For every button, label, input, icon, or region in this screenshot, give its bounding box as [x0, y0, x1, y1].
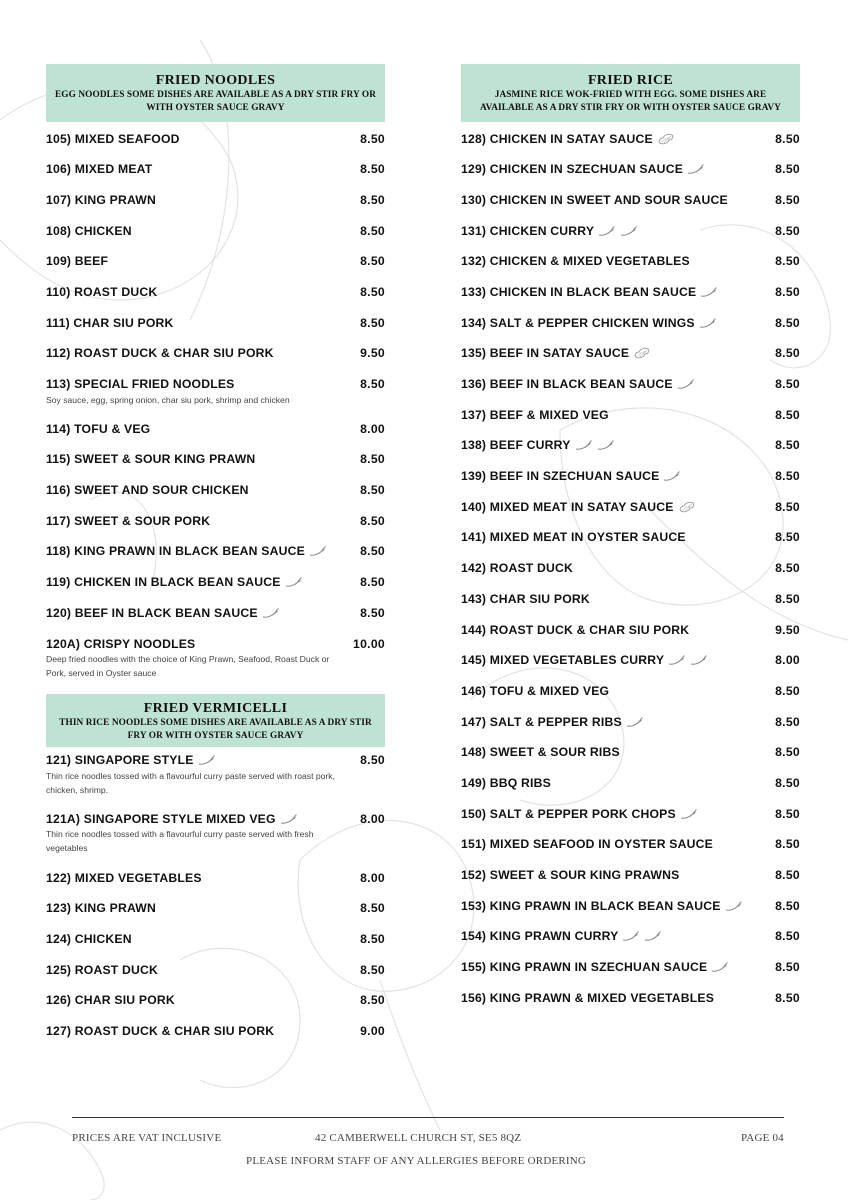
- menu-item: [461, 376, 800, 393]
- item-price: 8.50: [775, 683, 800, 698]
- section-subtitle: EGG NOODLES SOME DISHES ARE AVAILABLE AS A DRY STIR FRY OR WITH OYSTER SAUCE GRAVY: [54, 90, 377, 113]
- menu-section: [461, 64, 800, 1006]
- item-price: 8.50: [360, 605, 385, 620]
- item-name: 130) CHICKEN IN SWEET AND SOUR SAUCE: [461, 192, 728, 207]
- item-price: 8.50: [775, 315, 800, 330]
- item-name: 121) SINGAPORE STYLE: [46, 753, 194, 768]
- item-name: 126) CHAR SIU PORK: [46, 993, 175, 1008]
- menu-item: [461, 560, 800, 577]
- item-name-wrap: [461, 254, 690, 268]
- item-name-wrap: [46, 254, 108, 268]
- item-price: 8.00: [775, 653, 800, 668]
- menu-item: [461, 191, 800, 208]
- item-price: 8.50: [360, 254, 385, 269]
- item-name: 141) MIXED MEAT IN OYSTER SAUCE: [461, 530, 686, 545]
- item-name-wrap: [461, 715, 644, 729]
- item-name: 139) BEEF IN SZECHUAN SAUCE: [461, 469, 660, 484]
- item-name-wrap: [461, 561, 573, 575]
- item-name-wrap: [461, 162, 705, 176]
- chili-icon: [598, 225, 616, 237]
- item-price: 8.50: [775, 192, 800, 207]
- chili-icon: [644, 930, 662, 942]
- menu-item: [46, 130, 385, 147]
- section-header: [46, 694, 385, 747]
- item-price: 10.00: [353, 636, 385, 651]
- item-price: 8.50: [775, 775, 800, 790]
- item-name-wrap: [46, 812, 298, 826]
- item-price: 8.50: [360, 192, 385, 207]
- item-price: 9.00: [360, 1024, 385, 1038]
- menu-item: [46, 376, 385, 407]
- vat-note: PRICES ARE VAT INCLUSIVE: [72, 1132, 222, 1144]
- item-name-wrap: [46, 1024, 274, 1038]
- item-name-wrap: [461, 316, 717, 330]
- item-name: 129) CHICKEN IN SZECHUAN SAUCE: [461, 162, 684, 177]
- item-name-wrap: [461, 408, 609, 422]
- item-price: 8.50: [775, 377, 800, 391]
- item-name-wrap: [461, 929, 662, 943]
- left-column: [46, 64, 385, 1053]
- menu-item: [46, 253, 385, 270]
- chili-icon: [700, 286, 718, 298]
- menu-item: [461, 314, 800, 331]
- item-description: Thin rice noodles tossed with a flavourful curry paste served with fresh vegetables: [46, 829, 314, 854]
- section-header: [461, 64, 800, 122]
- section-title: FRIED VERMICELLI: [143, 700, 288, 716]
- chili-icon: [620, 225, 638, 237]
- item-price: 8.50: [360, 223, 385, 238]
- item-price: 8.50: [775, 530, 800, 545]
- item-price: 8.50: [775, 960, 800, 975]
- item-name: 110) ROAST DUCK: [46, 284, 158, 299]
- item-name: 120A) CRISPY NOODLES: [46, 636, 196, 651]
- item-name: 117) SWEET & SOUR PORK: [46, 513, 211, 528]
- item-name-wrap: [46, 932, 132, 946]
- menu-item: [461, 713, 800, 730]
- item-price: 8.50: [360, 315, 385, 330]
- item-price: 8.00: [360, 421, 385, 436]
- menu-item: [461, 161, 800, 178]
- item-name-wrap: [46, 963, 158, 977]
- item-name-wrap: [46, 544, 327, 558]
- chili-icon: [622, 930, 640, 942]
- item-price: 8.50: [360, 131, 385, 146]
- item-name: 121A) SINGAPORE STYLE MIXED VEG: [46, 811, 276, 826]
- item-name: 143) CHAR SIU PORK: [461, 591, 590, 606]
- item-name-wrap: [461, 868, 679, 882]
- menu-item: [46, 543, 385, 560]
- item-name-wrap: [46, 606, 280, 620]
- menu-item: [46, 161, 385, 178]
- menu-section: [46, 694, 385, 1040]
- item-price: 9.50: [775, 622, 800, 637]
- menu-item: [461, 253, 800, 270]
- menu-item: [461, 836, 800, 853]
- item-name: 116) SWEET AND SOUR CHICKEN: [46, 483, 249, 498]
- chili-icon: [309, 545, 327, 557]
- right-column: [461, 64, 800, 1020]
- item-name: 115) SWEET & SOUR KING PRAWN: [46, 452, 256, 467]
- menu-item: [461, 682, 800, 699]
- item-name: 114) TOFU & VEG: [46, 421, 151, 436]
- menu-item: [461, 774, 800, 791]
- item-name-wrap: [46, 483, 249, 497]
- menu-item: [461, 529, 800, 546]
- item-name: 118) KING PRAWN IN BLACK BEAN SAUCE: [46, 544, 305, 559]
- menu-item: [46, 1023, 385, 1040]
- item-name: 119) CHICKEN IN BLACK BEAN SAUCE: [46, 575, 281, 590]
- item-price: 8.50: [775, 561, 800, 576]
- item-price: 8.50: [360, 753, 385, 768]
- item-name: 149) BBQ RIBS: [461, 775, 551, 790]
- item-name: 147) SALT & PEPPER RIBS: [461, 714, 622, 729]
- item-name-wrap: [46, 193, 156, 207]
- item-price: 8.50: [775, 284, 800, 299]
- menu-item: [461, 345, 800, 362]
- item-name-wrap: [46, 285, 157, 299]
- menu-item: [461, 437, 800, 454]
- item-name: 140) MIXED MEAT IN SATAY SAUCE: [461, 499, 674, 514]
- peanut-icon: [657, 133, 675, 145]
- peanut-icon: [678, 501, 696, 513]
- item-name: 153) KING PRAWN IN BLACK BEAN SAUCE: [461, 898, 721, 913]
- item-name-wrap: [46, 132, 180, 146]
- item-price: 8.50: [775, 929, 800, 944]
- item-price: 8.50: [775, 499, 800, 514]
- chili-icon: [725, 900, 743, 912]
- item-name-wrap: [46, 422, 150, 436]
- menu-section: [46, 64, 385, 680]
- item-name-wrap: [461, 960, 729, 974]
- item-name: 137) BEEF & MIXED VEG: [461, 407, 609, 422]
- item-price: 8.50: [360, 544, 385, 559]
- item-price: 8.50: [775, 806, 800, 821]
- chili-icon: [711, 961, 729, 973]
- item-price: 8.50: [775, 131, 800, 146]
- item-price: 8.50: [775, 346, 800, 361]
- item-price: 8.50: [360, 513, 385, 528]
- chili-icon: [285, 576, 303, 588]
- item-name-wrap: [461, 745, 620, 759]
- item-name: 120) BEEF IN BLACK BEAN SAUCE: [46, 605, 258, 620]
- menu-item: [461, 652, 800, 669]
- item-name-wrap: [461, 623, 689, 637]
- item-name-wrap: [461, 132, 675, 146]
- item-name-wrap: [461, 500, 696, 514]
- allergy-note: PLEASE INFORM STAFF OF ANY ALLERGIES BEFORE ORDERING: [246, 1155, 587, 1167]
- menu-item: [46, 992, 385, 1009]
- item-name-wrap: [46, 901, 156, 915]
- menu-item: [461, 468, 800, 485]
- menu-item: [46, 752, 385, 797]
- item-name: 133) CHICKEN IN BLACK BEAN SAUCE: [461, 284, 697, 299]
- item-price: 8.50: [360, 901, 385, 916]
- menu-item: [46, 961, 385, 978]
- menu-item: [461, 498, 800, 515]
- chili-icon: [626, 716, 644, 728]
- menu-item: [46, 314, 385, 331]
- item-name: 134) SALT & PEPPER CHICKEN WINGS: [461, 315, 695, 330]
- item-description: Deep fried noodles with the choice of King Prawn, Seafood, Roast Duck or Pork, served in Oyster sauce: [46, 654, 330, 678]
- item-name-wrap: [461, 530, 686, 544]
- item-name: 122) MIXED VEGETABLES: [46, 870, 202, 885]
- item-price: 8.50: [360, 162, 385, 177]
- item-name: 155) KING PRAWN IN SZECHUAN SAUCE: [461, 960, 708, 975]
- peanut-icon: [633, 347, 651, 359]
- item-name: 132) CHICKEN & MIXED VEGETABLES: [461, 254, 690, 269]
- item-name: 111) CHAR SIU PORK: [46, 315, 174, 330]
- item-name-wrap: [46, 575, 303, 589]
- item-name-wrap: [46, 316, 174, 330]
- chili-icon: [668, 654, 686, 666]
- item-name: 151) MIXED SEAFOOD IN OYSTER SAUCE: [461, 837, 713, 852]
- menu-item: [46, 900, 385, 917]
- item-name: 127) ROAST DUCK & CHAR SIU PORK: [46, 1024, 275, 1038]
- chili-icon: [680, 808, 698, 820]
- menu-item: [46, 635, 385, 680]
- item-name: 156) KING PRAWN & MIXED VEGETABLES: [461, 990, 715, 1005]
- item-name-wrap: [46, 637, 195, 651]
- item-price: 8.50: [775, 438, 800, 453]
- menu-item: [461, 805, 800, 822]
- menu-item: [461, 222, 800, 239]
- item-name-wrap: [461, 193, 728, 207]
- item-name-wrap: [461, 653, 708, 667]
- item-name-wrap: [46, 377, 235, 391]
- item-price: 8.50: [360, 962, 385, 977]
- item-name: 107) KING PRAWN: [46, 192, 156, 207]
- menu-item: [46, 191, 385, 208]
- item-price: 8.00: [360, 870, 385, 885]
- menu-item: [461, 621, 800, 638]
- item-name: 136) BEEF IN BLACK BEAN SAUCE: [461, 377, 673, 391]
- item-name-wrap: [461, 346, 651, 360]
- chili-icon: [699, 317, 717, 329]
- item-price: 8.50: [360, 377, 385, 391]
- item-name-wrap: [461, 991, 714, 1005]
- section-subtitle: JASMINE RICE WOK-FRIED WITH EGG. SOME DISHES ARE AVAILABLE AS A DRY STIR FRY OR WITH OYSTER SAUCE GRAVY: [480, 90, 781, 113]
- item-description: Thin rice noodles tossed with a flavourful curry paste served with roast pork, chicken, shrimp.: [46, 770, 335, 795]
- item-name-wrap: [461, 592, 590, 606]
- item-price: 8.50: [360, 575, 385, 590]
- menu-item: [46, 222, 385, 239]
- item-name-wrap: [46, 162, 152, 176]
- item-name: 112) ROAST DUCK & CHAR SIU PORK: [46, 346, 274, 361]
- item-name: 152) SWEET & SOUR KING PRAWNS: [461, 868, 680, 882]
- menu-item: [46, 604, 385, 621]
- item-name: 142) ROAST DUCK: [461, 561, 574, 576]
- page-number: PAGE 04: [741, 1132, 784, 1144]
- item-name: 144) ROAST DUCK & CHAR SIU PORK: [461, 622, 690, 637]
- item-name: 108) CHICKEN: [46, 223, 132, 238]
- item-name: 145) MIXED VEGETABLES CURRY: [461, 653, 665, 668]
- menu-item: [461, 928, 800, 945]
- menu-item: [46, 420, 385, 437]
- section-header: [46, 64, 385, 122]
- item-name-wrap: [46, 993, 175, 1007]
- menu-item: [46, 345, 385, 362]
- chili-icon: [280, 813, 298, 825]
- menu-item: [46, 574, 385, 591]
- item-price: 8.50: [775, 254, 800, 269]
- item-name-wrap: [461, 438, 615, 452]
- item-price: 8.50: [775, 745, 800, 760]
- chili-icon: [687, 163, 705, 175]
- item-price: 8.50: [775, 898, 800, 913]
- item-name: 109) BEEF: [46, 254, 109, 269]
- item-price: 8.50: [360, 993, 385, 1008]
- item-name: 135) BEEF IN SATAY SAUCE: [461, 346, 630, 361]
- chili-icon: [575, 439, 593, 451]
- chili-icon: [597, 439, 615, 451]
- item-name: 131) CHICKEN CURRY: [461, 223, 595, 238]
- item-name-wrap: [46, 346, 274, 360]
- item-price: 8.50: [360, 483, 385, 498]
- chili-icon: [663, 470, 681, 482]
- address: 42 CAMBERWELL CHURCH ST, SE5 8QZ: [315, 1132, 522, 1144]
- menu-item: [461, 989, 800, 1006]
- item-name: 146) TOFU & MIXED VEG: [461, 683, 610, 698]
- item-name-wrap: [46, 753, 216, 767]
- item-name-wrap: [461, 837, 713, 851]
- item-name: 123) KING PRAWN: [46, 901, 156, 916]
- item-price: 8.50: [775, 591, 800, 606]
- item-name-wrap: [461, 469, 681, 483]
- item-name: 105) MIXED SEAFOOD: [46, 131, 180, 146]
- item-name-wrap: [461, 807, 698, 821]
- item-price: 8.50: [775, 469, 800, 484]
- menu-item: [46, 451, 385, 468]
- section-title: FRIED NOODLES: [155, 73, 276, 88]
- item-name: 128) CHICKEN IN SATAY SAUCE: [461, 131, 653, 146]
- section-title: FRIED RICE: [587, 73, 674, 88]
- item-name-wrap: [46, 514, 210, 528]
- item-name: 154) KING PRAWN CURRY: [461, 929, 619, 944]
- footer-divider: [72, 1117, 784, 1118]
- item-name-wrap: [461, 224, 638, 238]
- chili-icon: [198, 754, 216, 766]
- item-price: 8.50: [775, 714, 800, 729]
- item-price: 8.50: [360, 931, 385, 946]
- item-price: 8.50: [775, 990, 800, 1005]
- chili-icon: [262, 607, 280, 619]
- item-name: 138) BEEF CURRY: [461, 438, 571, 453]
- item-name-wrap: [46, 224, 132, 238]
- item-name: 106) MIXED MEAT: [46, 162, 153, 177]
- item-name-wrap: [46, 871, 202, 885]
- menu-item: [46, 283, 385, 300]
- item-name-wrap: [461, 776, 551, 790]
- item-price: 8.50: [775, 223, 800, 238]
- item-name-wrap: [461, 285, 718, 299]
- item-name-wrap: [461, 899, 743, 913]
- item-name: 124) CHICKEN: [46, 931, 132, 946]
- item-name: 125) ROAST DUCK: [46, 962, 159, 977]
- menu-item: [461, 283, 800, 300]
- menu-item: [46, 482, 385, 499]
- menu-item: [46, 810, 385, 855]
- menu-item: [461, 744, 800, 761]
- menu-item: [461, 897, 800, 914]
- item-name: 113) SPECIAL FRIED NOODLES: [46, 377, 235, 391]
- menu-item: [461, 130, 800, 147]
- item-price: 8.50: [775, 868, 800, 882]
- item-price: 8.50: [360, 452, 385, 467]
- item-price: 8.50: [775, 407, 800, 422]
- item-price: 8.50: [775, 837, 800, 852]
- item-name: 148) SWEET & SOUR RIBS: [461, 745, 620, 760]
- chili-icon: [677, 378, 695, 390]
- item-price: 8.50: [360, 284, 385, 299]
- item-name-wrap: [46, 452, 255, 466]
- item-name-wrap: [461, 684, 609, 698]
- item-price: 8.50: [775, 162, 800, 177]
- item-price: 8.00: [360, 811, 385, 826]
- menu-item: [461, 406, 800, 423]
- menu-item: [461, 590, 800, 607]
- chili-icon: [690, 654, 708, 666]
- item-description: Soy sauce, egg, spring onion, char siu pork, shrimp and chicken: [46, 394, 290, 405]
- menu-item: [461, 867, 800, 884]
- menu-item: [46, 869, 385, 886]
- item-price: 9.50: [360, 346, 385, 361]
- menu-item: [46, 930, 385, 947]
- menu-item: [46, 512, 385, 529]
- item-name: 150) SALT & PEPPER PORK CHOPS: [461, 806, 676, 821]
- menu-item: [461, 959, 800, 976]
- item-name-wrap: [461, 377, 695, 391]
- section-subtitle: THIN RICE NOODLES SOME DISHES ARE AVAILABLE AS A DRY STIR FRY OR WITH OYSTER SAUCE GRAVY: [59, 717, 372, 741]
